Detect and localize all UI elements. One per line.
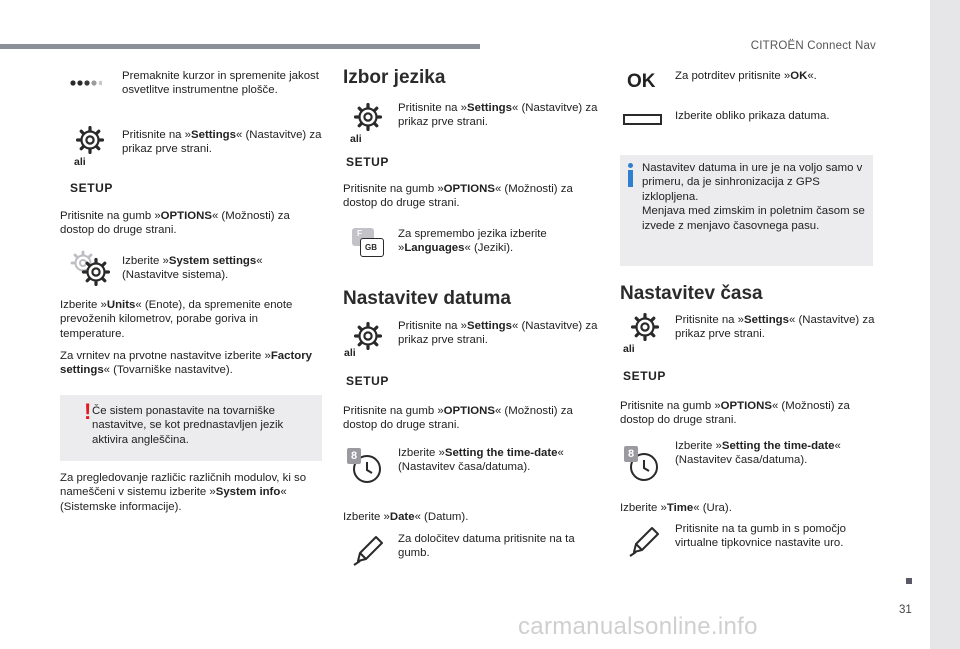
ali-label: ali: [623, 343, 635, 355]
side-strip: [930, 0, 960, 649]
settings-gear-icon: [631, 313, 659, 341]
col2-date-text: Izberite »Date« (Datum).: [343, 511, 469, 523]
top-rule: [0, 44, 480, 49]
col3-time-date-text: Izberite »Setting the time-date« (Nastavitev časa/datuma).: [675, 440, 841, 467]
brightness-dots-icon: [70, 78, 102, 88]
col1-units-text: Izberite »Units« (Enote), da spremenite enote prevoženih kilometrov, porabe goriva in temperature.: [60, 299, 293, 340]
col1-brightness-text: Premaknite kurzor in spremenite jakost osvetlitve instrumentne plošče.: [122, 70, 319, 97]
col2-date-options-text: Pritisnite na gumb »OPTIONS« (Možnosti) za dostop do druge strani.: [343, 405, 573, 432]
settings-gear-icon: [76, 126, 104, 154]
col1-system-settings-text: Izberite »System settings« (Nastavitve sistema).: [122, 255, 263, 282]
settings-gear-icon: [354, 322, 382, 350]
heading-language: Izbor jezika: [343, 67, 446, 88]
col2-date-settings-text: Pritisnite na »Settings« (Nastavitve) za prikaz prve strani.: [398, 320, 598, 347]
col3-time-text: Izberite »Time« (Ura).: [620, 502, 732, 514]
col1-options-text: Pritisnite na gumb »OPTIONS« (Možnosti) za dostop do druge strani.: [60, 210, 290, 237]
col2-options-text: Pritisnite na gumb »OPTIONS« (Možnosti) za dostop do druge strani.: [343, 183, 573, 210]
col1-settings-text: Pritisnite na »Settings« (Nastavitve) za prikaz prve strani.: [122, 129, 322, 156]
clock-icon: [624, 446, 660, 484]
page-number: 31: [899, 604, 912, 616]
pen-icon: [352, 533, 384, 567]
watermark: carmanualsonline.info: [518, 613, 758, 640]
warning-text: Če sistem ponastavite na tovarniške nastavitve, se kot prednastavljen jezik aktivira angleščina.: [92, 405, 284, 446]
col3-settings-text: Pritisnite na »Settings« (Nastavitve) za prikaz prve strani.: [675, 314, 875, 341]
col2-languages-text: Za spremembo jezika izberite »Languages« (Jeziki).: [398, 228, 547, 255]
pen-icon: [628, 524, 660, 558]
brand-header: CITROËN Connect Nav: [750, 40, 876, 52]
language-flags-icon: F GB: [352, 228, 386, 260]
col3-options-text: Pritisnite na gumb »OPTIONS« (Možnosti) za dostop do druge strani.: [620, 400, 850, 427]
setup-label: SETUP: [346, 155, 390, 169]
col2-time-date-text: Izberite »Setting the time-date« (Nastavitev časa/datuma).: [398, 447, 564, 474]
heading-time: Nastavitev časa: [620, 283, 763, 304]
ali-label: ali: [350, 133, 362, 145]
date-format-bar-icon: [623, 114, 662, 125]
col3-date-format-text: Izberite obliko prikaza datuma.: [675, 110, 830, 122]
setup-label: SETUP: [623, 369, 667, 383]
setup-label: SETUP: [346, 374, 390, 388]
ali-label: ali: [344, 347, 356, 359]
system-settings-icon: [70, 250, 110, 286]
col2-date-pen-text: Za določitev datuma pritisnite na ta gumb.: [398, 533, 575, 560]
warning-icon: !: [84, 399, 92, 424]
setup-label: SETUP: [70, 181, 114, 195]
col1-factory-text: Za vrnitev na prvotne nastavitve izberite »Factory settings« (Tovarniške nastavitve).: [60, 350, 312, 377]
ali-label: ali: [74, 156, 86, 168]
heading-date: Nastavitev datuma: [343, 288, 511, 309]
clock-badge: 8: [624, 446, 638, 462]
info-icon: [628, 163, 633, 187]
col3-pen-text: Pritisnite na ta gumb in s pomočjo virtualne tipkovnice nastavite uro.: [675, 523, 846, 550]
col2-settings-text: Pritisnite na »Settings« (Nastavitve) za prikaz prve strani.: [398, 102, 598, 129]
ok-icon: OK: [627, 71, 656, 92]
clock-icon: [347, 448, 383, 486]
settings-gear-icon: [354, 103, 382, 131]
clock-badge: 8: [347, 448, 361, 464]
info-text: Nastavitev datuma in ure je na voljo samo v primeru, da je sinhronizacija z GPS izklopljena. Menjava med zimskim in poletnim časom se izvede z menjavo časovnega pasu.: [642, 162, 865, 232]
page-marker: [906, 578, 912, 584]
col1-system-info-text: Za pregledovanje različic različnih modulov, ki so nameščeni v sistemu izberite »System info« (Sistemske informacije).: [60, 472, 307, 513]
col3-ok-text: Za potrditev pritisnite »OK«.: [675, 70, 817, 82]
